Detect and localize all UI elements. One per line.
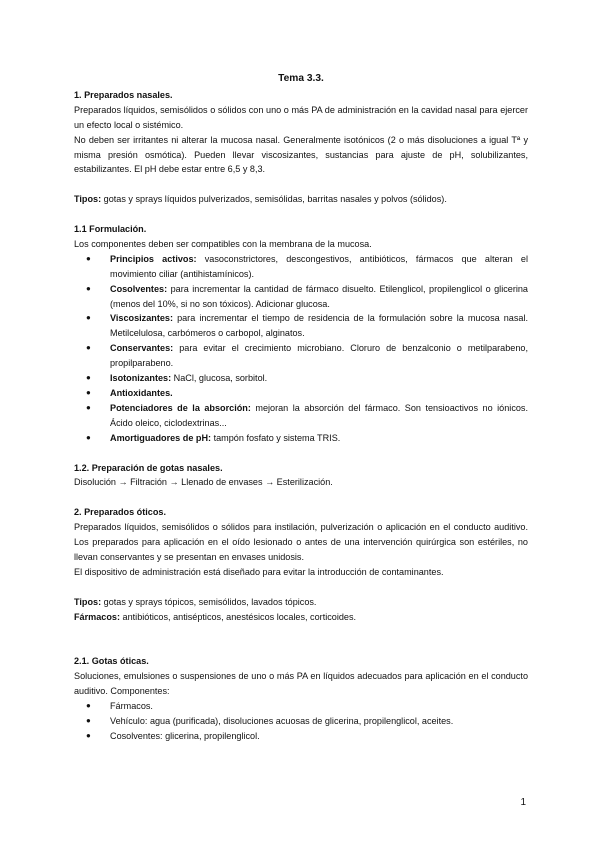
item-text: para incrementar el tiempo de residencia de la formulación sobre la mucosa nasal. Metilcelulosa, carbómeros o carbopol, alginatos. [110, 313, 528, 339]
components-list [74, 252, 528, 446]
document-title: Tema 3.3. [278, 73, 324, 84]
list-item [74, 282, 528, 312]
section-heading-oticos: 2. Preparados óticos. [74, 507, 166, 518]
list-item [74, 386, 528, 401]
list-item: ● Vehículo: agua (purificada), disoluciones acuosas de glicerina, propilenglicol, aceites. [74, 714, 528, 729]
list-item: ● Fármacos. [74, 699, 528, 714]
list-item [74, 371, 528, 386]
page-number: 1 [520, 797, 526, 808]
list-item [74, 431, 528, 446]
list-item [74, 401, 528, 431]
list-item: ● Cosolventes: glicerina, propilenglicol. [74, 729, 528, 744]
item-text: para evitar el crecimiento microbiano. Cloruro de benzalconio o metilparabeno, propilparabeno. [110, 343, 528, 369]
paragraph: Preparados líquidos, semisólidos o sólidos con uno o más PA de administración en la cavidad nasal para ejercer un efecto local o sistémico. [74, 104, 528, 130]
types-text: gotas y sprays líquidos pulverizados, semisólidas, barritas nasales y polvos (sólidos). [101, 194, 447, 205]
item-label: Viscosizantes: [110, 313, 174, 324]
item-text: NaCl, glucosa, sorbitol. [171, 373, 268, 384]
list-item [74, 341, 528, 371]
types-paragraph [74, 595, 528, 610]
otic-components-list [74, 699, 528, 744]
paragraph: Disolución → Filtración → Llenado de envases → Esterilización. [74, 477, 333, 488]
types-text: gotas y sprays tópicos, semisólidos, lavados tópicos. [101, 596, 317, 607]
paragraph: Preparados líquidos, semisólidos o sólidos para instilación, pulverización o aplicación en el conducto auditivo. Los preparados para aplicación en el oído lesionado o antes de una intervención quirúrgica son estériles, no llevan conservantes y se presentan en envases unidosis. [74, 522, 528, 562]
paragraph: Los componentes deben ser compatibles con la membrana de la mucosa. [74, 238, 372, 249]
section-heading-gotas-oticas: 2.1. Gotas óticas. [74, 656, 149, 667]
paragraph: No deben ser irritantes ni alterar la mucosa nasal. Generalmente isotónicos (2 o más disoluciones a igual Tª y misma presión osmótica). Pueden llevar viscosizantes, sustancias para ajuste de pH, solubilizantes, estabilizantes. El pH debe estar entre 6,5 y 8,3. [74, 134, 528, 175]
drugs-text: antibióticos, antisépticos, anestésicos locales, corticoides. [120, 611, 357, 622]
types-paragraph [74, 192, 528, 207]
list-item [74, 311, 528, 341]
item-label: Principios activos: [110, 253, 197, 264]
item-text: tampón fosfato y sistema TRIS. [211, 432, 341, 443]
types-label: Tipos: [74, 194, 102, 205]
item-text: para incrementar la cantidad de fármaco disuelto. Etilenglicol, propilenglicol o glicerina (menos del 10%, si no son tóxicos). Adicionar glucosa. [110, 283, 528, 309]
item-text: mejoran la absorción del fármaco. Son tensioactivos no iónicos. Ácido oleico, ciclodextrinas... [110, 402, 528, 428]
paragraph: El dispositivo de administración está diseñado para evitar la introducción de contaminantes. [74, 566, 444, 577]
list-item [74, 252, 528, 282]
item-text: vasoconstrictores, descongestivos, antibióticos, fármacos que alteran el movimiento ciliar (antihistamínicos). [110, 253, 528, 279]
item-label: Amortiguadores de pH: [110, 432, 212, 443]
drugs-paragraph [74, 610, 528, 625]
types-label: Tipos: [74, 596, 102, 607]
section-heading-formulacion: 1.1 Formulación. [74, 224, 147, 235]
paragraph: Soluciones, emulsiones o suspensiones de uno o más PA en líquidos adecuados para aplicación en el conducto auditivo. Componentes: [74, 671, 528, 697]
item-label: Isotonizantes: [110, 373, 172, 384]
item-label: Cosolventes: [110, 283, 168, 294]
item-label: Antioxidantes. [110, 388, 173, 398]
item-label: Potenciadores de la absorción: [110, 402, 251, 413]
section-heading-gotas-nasales: 1.2. Preparación de gotas nasales. [74, 462, 223, 473]
section-heading-nasal: 1. Preparados nasales. [74, 89, 173, 100]
document-body [74, 72, 528, 744]
item-label: Conservantes: [110, 343, 174, 354]
drugs-label: Fármacos: [74, 611, 120, 622]
